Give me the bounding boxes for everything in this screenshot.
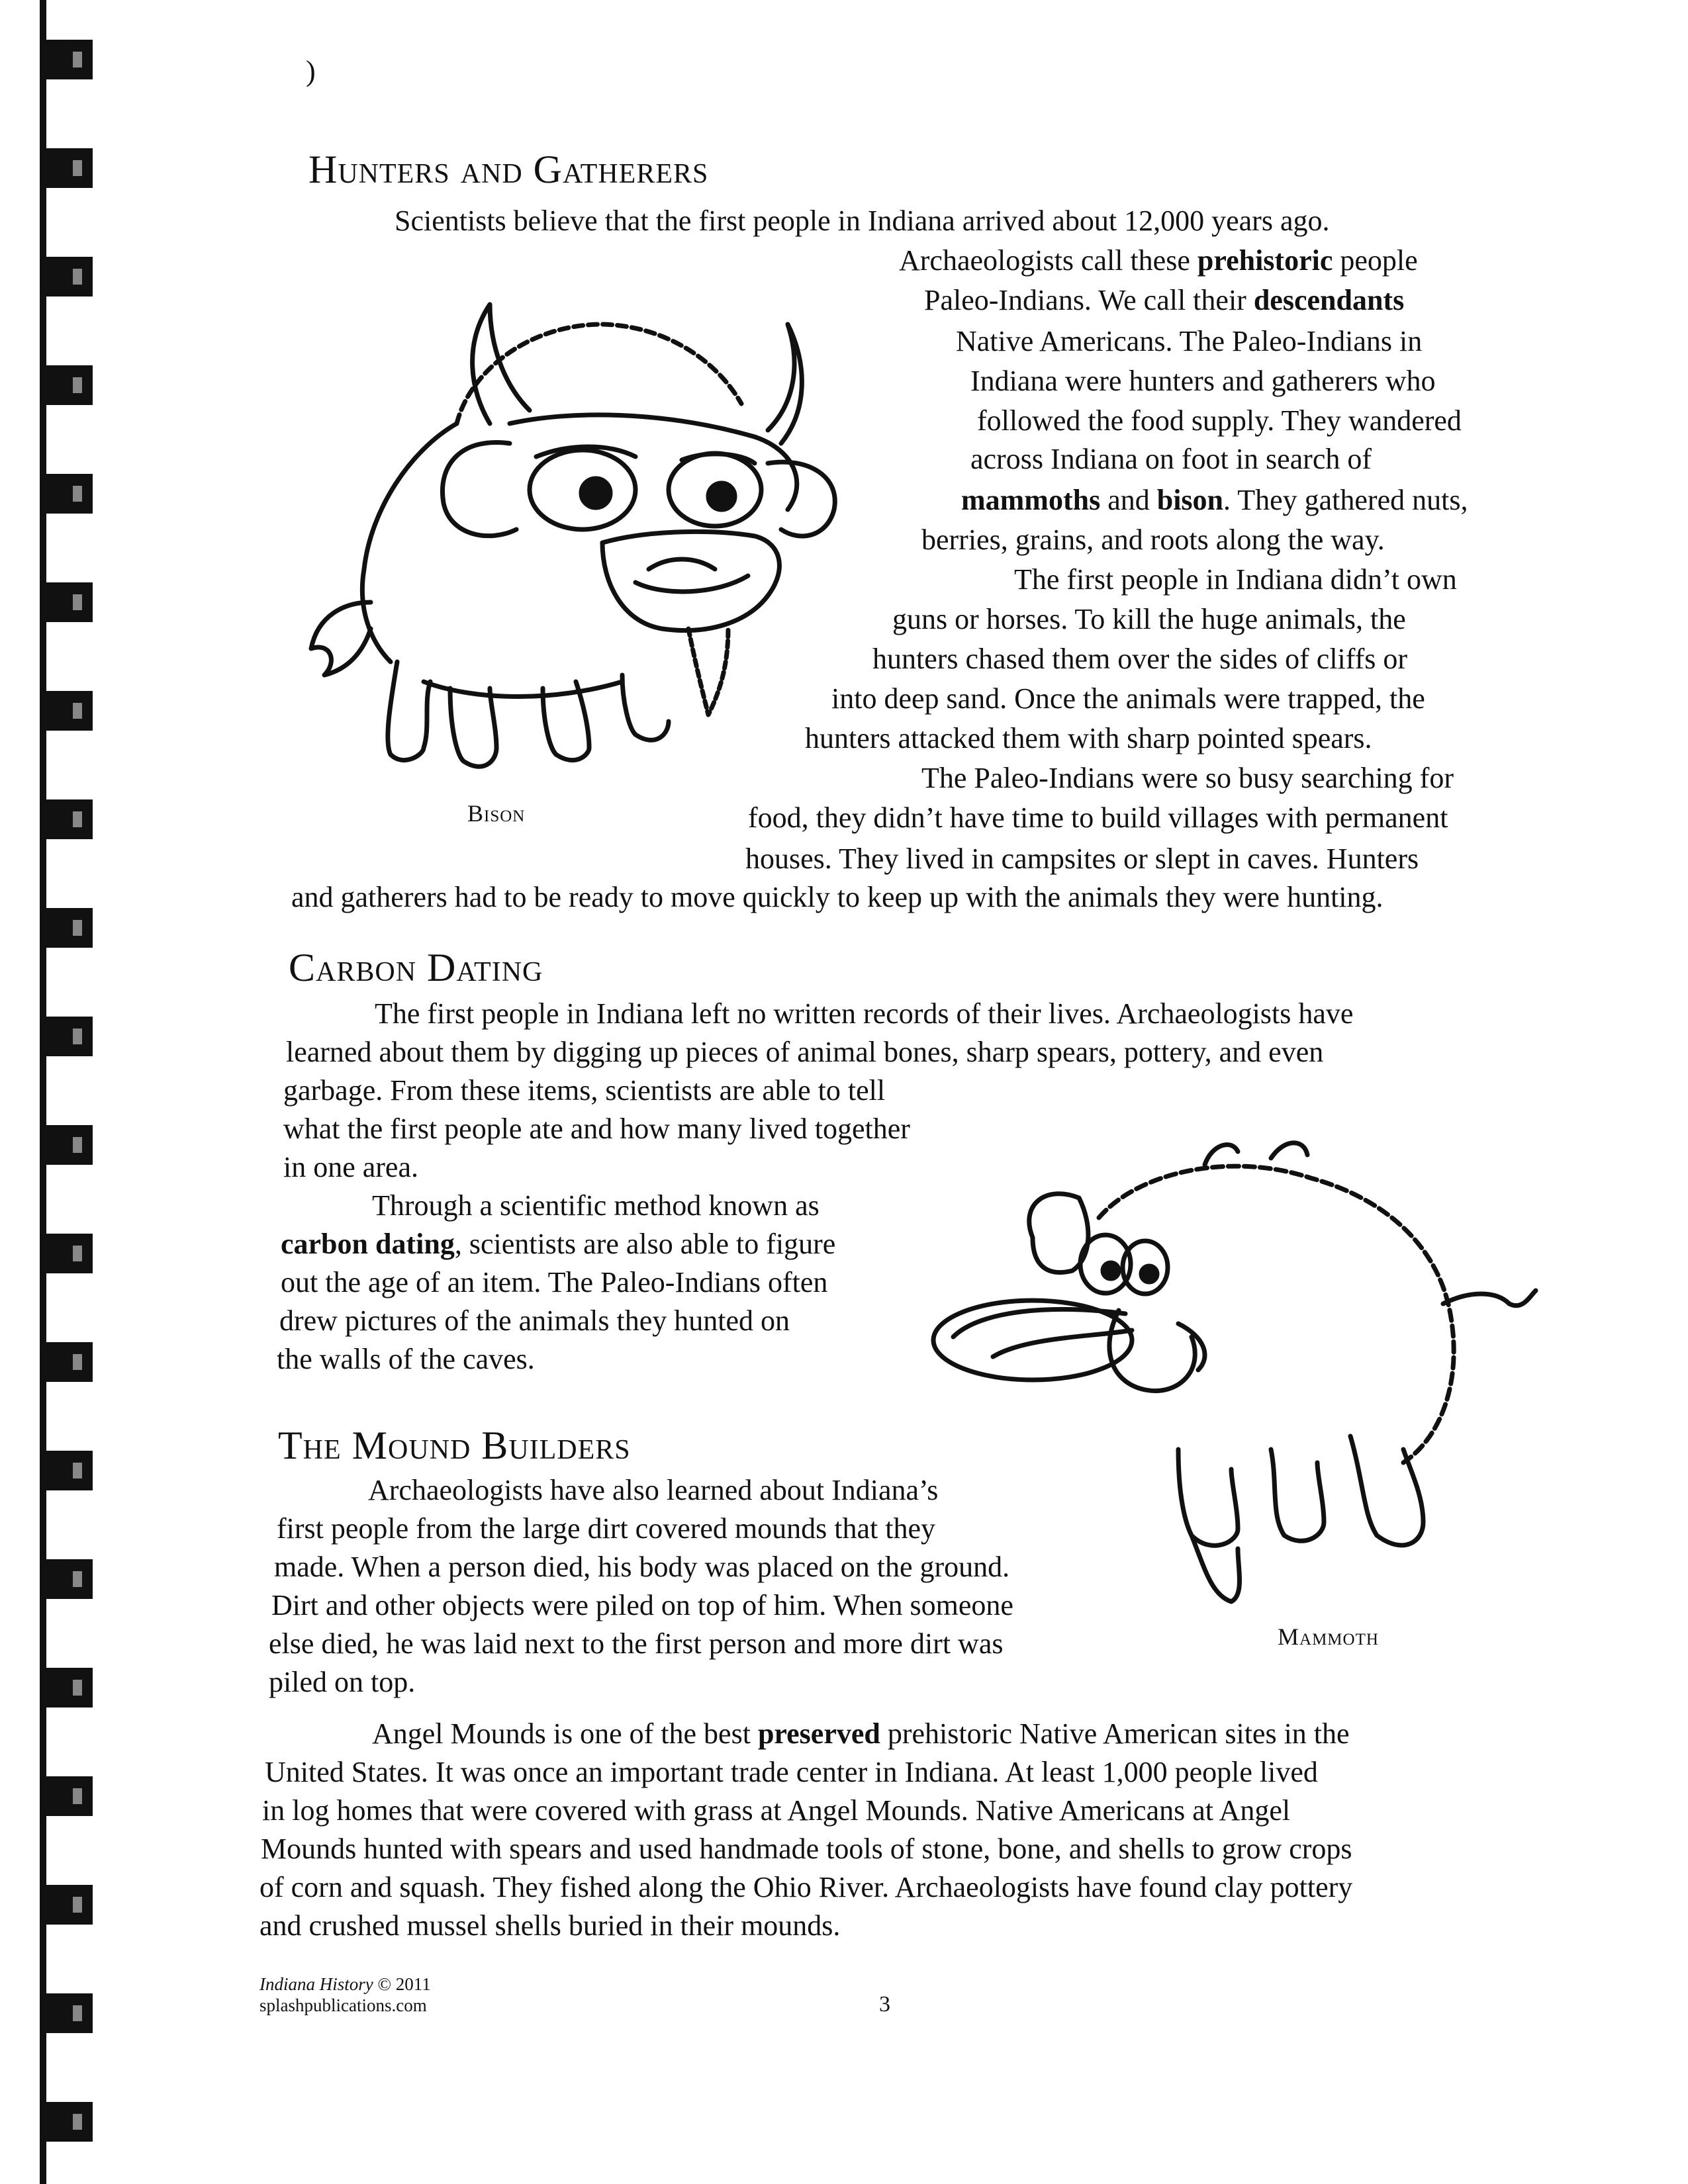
text-run: Through a scientific method known as	[372, 1189, 820, 1222]
mound-text-line	[265, 1758, 1318, 1787]
binding-loop	[46, 148, 93, 188]
hunters-text-line	[745, 844, 1419, 874]
hunters-text-line	[970, 445, 1372, 474]
hunters-text-line	[899, 246, 1418, 275]
vocabulary-term: carbon dating	[281, 1228, 455, 1260]
binding-hole	[73, 1028, 82, 1044]
text-run: Mounds hunted with spears and used handmade tools of stone, bone, and shells to grow crops	[261, 1833, 1352, 1865]
binding-loop	[46, 1559, 93, 1599]
binding-hole	[73, 486, 82, 502]
mound-text-line	[261, 1835, 1352, 1864]
carbon-text-line	[283, 1115, 910, 1144]
binding-loop	[46, 799, 93, 839]
binding-hole	[73, 1463, 82, 1479]
mound-text-line	[372, 1719, 1350, 1749]
vocabulary-term: preserved	[757, 1717, 880, 1750]
text-run: and	[1100, 484, 1157, 516]
carbon-text-line	[372, 1191, 820, 1220]
text-run: , scientists are also able to figure	[454, 1228, 836, 1260]
hunters-text-line	[921, 764, 1454, 793]
text-run: The first people in Indiana didn’t own	[1014, 563, 1457, 596]
footer-credit	[259, 1974, 431, 2016]
vocabulary-term: mammoths	[961, 484, 1101, 516]
binding-hole	[73, 377, 82, 393]
text-run: into deep sand. Once the animals were trapped, the	[831, 682, 1425, 715]
text-run: prehistoric Native American sites in the	[880, 1717, 1350, 1750]
binding-loop	[46, 1342, 93, 1382]
text-run: and gatherers had to be ready to move quickly to keep up with the animals they were hunting.	[291, 881, 1383, 913]
text-run: hunters attacked them with sharp pointed spears.	[805, 722, 1372, 754]
binding-hole	[73, 1571, 82, 1587]
mammoth-caption: Mammoth	[1278, 1623, 1379, 1650]
text-run: Archaeologists call these	[899, 244, 1197, 277]
text-run: in log homes that were covered with grass at Angel Mounds. Native Americans at Angel	[262, 1794, 1291, 1827]
binding-loop	[46, 691, 93, 731]
mound-text-line	[274, 1553, 1009, 1582]
bison-caption: Bison	[467, 800, 526, 827]
binding-spine	[40, 0, 46, 2184]
carbon-text-line	[281, 1268, 827, 1297]
heading-mound-builders: The Mound Builders	[278, 1424, 631, 1467]
binding-hole	[73, 52, 82, 68]
mound-text-line	[269, 1629, 1003, 1659]
heading-carbon-dating: Carbon Dating	[289, 946, 543, 989]
binding-loop	[46, 365, 93, 405]
page-number: 3	[879, 1992, 890, 2017]
binding-loop	[46, 257, 93, 296]
binding-loop	[46, 2102, 93, 2142]
binding-loop	[46, 1234, 93, 1273]
text-run: and crushed mussel shells buried in their mounds.	[259, 1909, 841, 1942]
hunters-text-line	[924, 286, 1404, 315]
text-run: Dirt and other objects were piled on top of him. When someone	[271, 1589, 1013, 1621]
binding-loop	[46, 1993, 93, 2033]
bison-illustration	[291, 291, 887, 794]
mound-text-line	[277, 1514, 935, 1543]
text-run: Archaeologists have also learned about Indiana’s	[368, 1474, 939, 1506]
mound-text-line	[259, 1873, 1352, 1902]
text-run: piled on top.	[269, 1666, 416, 1698]
text-run: in one area.	[283, 1151, 418, 1183]
binding-hole	[73, 1680, 82, 1696]
binding-hole	[73, 1246, 82, 1261]
binding-loop	[46, 1885, 93, 1925]
mound-text-line	[368, 1476, 938, 1505]
stray-mark: )	[306, 55, 316, 87]
text-run: United States. It was once an important trade center in Indiana. At least 1,000 people lived	[265, 1756, 1318, 1788]
binding-hole	[73, 594, 82, 610]
carbon-text-line	[277, 1345, 535, 1374]
text-run: The first people in Indiana left no written records of their lives. Archaeologists have	[375, 997, 1354, 1030]
text-run: hunters chased them over the sides of cliffs or	[872, 643, 1408, 675]
binding-hole	[73, 2114, 82, 2130]
text-run: else died, he was laid next to the first person and more dirt was	[269, 1627, 1004, 1660]
carbon-text-line	[283, 1153, 418, 1182]
hunters-text-line	[831, 684, 1425, 713]
hunters-text-line	[291, 883, 1383, 912]
hunters-text-line	[961, 486, 1468, 515]
mound-text-line	[271, 1591, 1013, 1620]
footer-copyright: © 2011	[377, 1974, 431, 1994]
spiral-binding	[0, 0, 99, 2184]
mound-text-line	[269, 1668, 415, 1697]
footer-website: splashpublications.com	[259, 1995, 427, 2015]
binding-loop	[46, 1451, 93, 1490]
text-run: houses. They lived in campsites or slept in caves. Hunters	[745, 842, 1419, 875]
carbon-text-line	[283, 1076, 885, 1105]
text-run: the walls of the caves.	[277, 1343, 535, 1375]
text-run: first people from the large dirt covered mounds that they	[277, 1512, 936, 1545]
vocabulary-term: prehistoric	[1197, 244, 1333, 277]
text-run: Paleo-Indians. We call their	[924, 284, 1254, 316]
hunters-text-line	[805, 724, 1372, 753]
binding-hole	[73, 703, 82, 719]
carbon-text-line	[279, 1306, 790, 1336]
mammoth-illustration	[927, 1138, 1549, 1615]
carbon-text-line	[375, 999, 1353, 1028]
hunters-text-line	[395, 206, 1329, 236]
vocabulary-term: descendants	[1253, 284, 1405, 316]
text-run: out the age of an item. The Paleo-Indians often	[281, 1266, 828, 1298]
text-run: made. When a person died, his body was placed on the ground.	[274, 1551, 1010, 1583]
text-run: what the first people ate and how many lived together	[283, 1113, 910, 1145]
text-run: berries, grains, and roots along the way.	[921, 523, 1385, 556]
binding-hole	[73, 269, 82, 285]
binding-loop	[46, 474, 93, 514]
text-run: followed the food supply. They wandered	[977, 404, 1462, 437]
hunters-text-line	[977, 406, 1462, 435]
hunters-text-line	[970, 367, 1436, 396]
binding-hole	[73, 920, 82, 936]
text-run: guns or horses. To kill the huge animals, the	[892, 603, 1406, 635]
text-run: learned about them by digging up pieces of animal bones, sharp spears, pottery, and even	[286, 1036, 1324, 1068]
binding-hole	[73, 1137, 82, 1153]
text-run: of corn and squash. They fished along the Ohio River. Archaeologists have found clay pottery	[259, 1871, 1353, 1903]
hunters-text-line	[1014, 565, 1457, 594]
text-run: The Paleo-Indians were so busy searching for	[921, 762, 1454, 794]
binding-loop	[46, 1125, 93, 1165]
text-run: Native Americans. The Paleo-Indians in	[956, 325, 1423, 357]
vocabulary-term: bison	[1156, 484, 1224, 516]
binding-loop	[46, 582, 93, 622]
carbon-text-line	[281, 1230, 835, 1259]
text-run: . They gathered nuts,	[1223, 484, 1468, 516]
binding-hole	[73, 1354, 82, 1370]
text-run: Angel Mounds is one of the best	[372, 1717, 758, 1750]
binding-hole	[73, 160, 82, 176]
heading-hunters-and-gatherers: Hunters and Gatherers	[308, 148, 709, 191]
binding-loop	[46, 1668, 93, 1707]
text-run: across Indiana on foot in search of	[970, 443, 1372, 475]
text-run: garbage. From these items, scientists are able to tell	[283, 1074, 886, 1107]
hunters-text-line	[872, 645, 1407, 674]
mound-text-line	[262, 1796, 1290, 1825]
text-run: food, they didn’t have time to build villages with permanent	[748, 801, 1448, 834]
hunters-text-line	[892, 605, 1406, 634]
binding-loop	[46, 40, 93, 79]
hunters-text-line	[921, 525, 1385, 555]
hunters-text-line	[956, 327, 1422, 356]
binding-hole	[73, 2005, 82, 2021]
binding-loop	[46, 908, 93, 948]
hunters-text-line	[748, 803, 1448, 833]
text-run: Scientists believe that the first people in Indiana arrived about 12,000 years ago.	[395, 205, 1330, 237]
binding-hole	[73, 811, 82, 827]
text-run: Indiana were hunters and gatherers who	[970, 365, 1436, 397]
footer-book-title: Indiana History	[259, 1974, 373, 1994]
mound-text-line	[259, 1911, 840, 1940]
binding-hole	[73, 1897, 82, 1913]
binding-loop	[46, 1017, 93, 1056]
binding-hole	[73, 1788, 82, 1804]
text-run: people	[1333, 244, 1418, 277]
binding-loop	[46, 1776, 93, 1816]
text-run: drew pictures of the animals they hunted on	[279, 1304, 790, 1337]
carbon-text-line	[286, 1038, 1323, 1067]
